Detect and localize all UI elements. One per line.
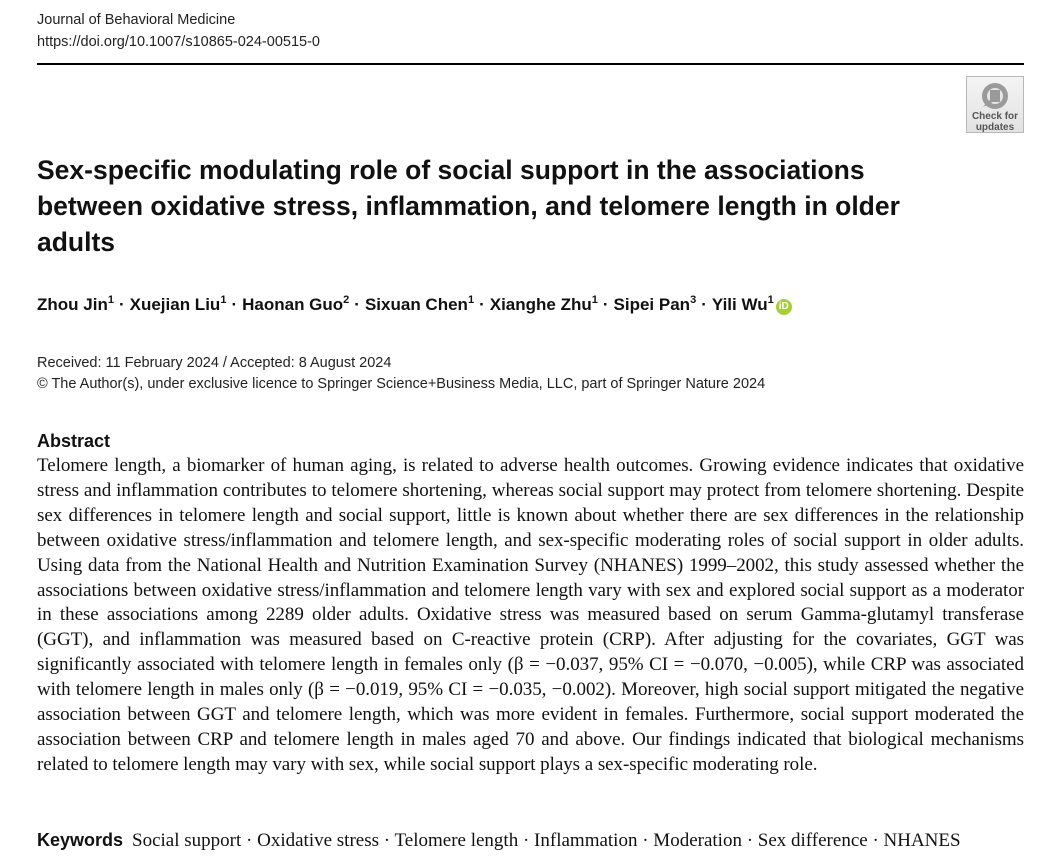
badge-text-line1: Check for [971,111,1019,122]
author-name[interactable]: Zhou Jin [37,295,108,314]
author-separator: · [118,295,125,314]
author-name[interactable]: Xuejian Liu [129,295,221,314]
author-separator: · [479,295,485,314]
affiliation-marker: 1 [107,294,114,306]
keyword-separator: · [867,830,884,851]
keywords-list [132,830,961,851]
check-for-updates-badge[interactable] [966,76,1024,133]
keywords-line [37,828,961,853]
author-list [37,292,792,318]
doi-link[interactable]: https://doi.org/10.1007/s10865-024-00515-0 [37,34,320,50]
author-name[interactable]: Sipei Pan [613,295,691,314]
orcid-icon[interactable]: iD [776,299,792,315]
keyword-item: Telomere length [394,830,519,851]
abstract-heading: Abstract [37,431,111,451]
author-separator: · [231,295,238,314]
author-separator: · [701,295,707,314]
keyword-separator: · [637,830,654,851]
copyright-notice: © The Author(s), under exclusive licence to Springer Science+Business Media, LLC, part of Springer Nature 2024 [37,376,766,392]
received-accepted: Received: 11 February 2024 / Accepted: 8 August 2024 [37,355,392,371]
affiliation-marker: 3 [690,294,697,306]
author-name[interactable]: Yili Wu [711,295,768,314]
author-separator: · [354,295,360,314]
affiliation-marker: 1 [767,294,774,306]
affiliation-marker: 1 [467,294,475,306]
author-separator: · [602,295,609,314]
author-name[interactable]: Xianghe Zhu [489,295,592,314]
keyword-item: Moderation [653,830,742,851]
article-title: Sex-specific modulating role of social support in the associations between oxidative stress, inflammation, and telomere length in older adults [37,155,900,257]
keyword-item: NHANES [883,830,961,851]
keyword-item: Sex difference [757,830,868,851]
affiliation-marker: 1 [591,294,598,306]
keyword-item: Oxidative stress [257,830,380,851]
keyword-separator: · [741,830,758,851]
publication-dates [37,353,765,395]
abstract-text: Telomere length, a biomarker of human aging, is related to adverse health outcomes. Growing evidence indicates that oxidative stress and inflammation contributes to telomere shortening, whereas social support may protect from telomere shortening. Despite sex differences in telomere length and social support, little is known about whether there are sex differences in the relationship between oxidative stress/inflammation and telomere length, and sex-specific moderating roles of social support in older adults. Using data from the National Health and Nutrition Examination Survey (NHANES) 1999–2002, this study assessed whether the associations between oxidative stress/inflammation and telomere length vary with sex and explored social support as a moderator in these associations among 2289 older adults. Oxidative stress was measured based on serum Gamma-glutamyl transferase (GGT), and inflammation was measured based on C-reactive protein (CRP). After adjusting for the covariates, GGT was significantly associated with telomere length in females only (β = −0.037, 95% CI = −0.070, −0.005), while CRP was associated with telomere length in males only (β = −0.019, 95% CI = −0.035, −0.002). Moreover, high social support mitigated the negative association between GGT and telomere length, which was more evident in females. Furthermore, social support moderated the association between CRP and telomere length in males aged 70 and above. Our findings indicated that biological mechanisms related to telomere length may vary with sex, while social support plays a sex-specific moderating role. [37,455,1024,775]
journal-name: Journal of Behavioral Medicine [37,12,236,28]
journal-header [37,9,320,53]
keyword-item: Social support [132,830,242,851]
check-for-updates-icon [979,81,1011,111]
keyword-separator: · [518,830,535,851]
keywords-label: Keywords [37,830,124,850]
author-name[interactable]: Sixuan Chen [364,295,468,314]
badge-text-line2: updates [975,122,1015,133]
keyword-separator: · [379,830,395,851]
affiliation-marker: 2 [343,294,350,306]
author-name[interactable]: Haonan Guo [242,295,344,314]
header-rule [37,63,1024,65]
keyword-separator: · [241,830,258,851]
affiliation-marker: 1 [220,294,227,306]
keyword-item: Inflammation [534,830,638,851]
